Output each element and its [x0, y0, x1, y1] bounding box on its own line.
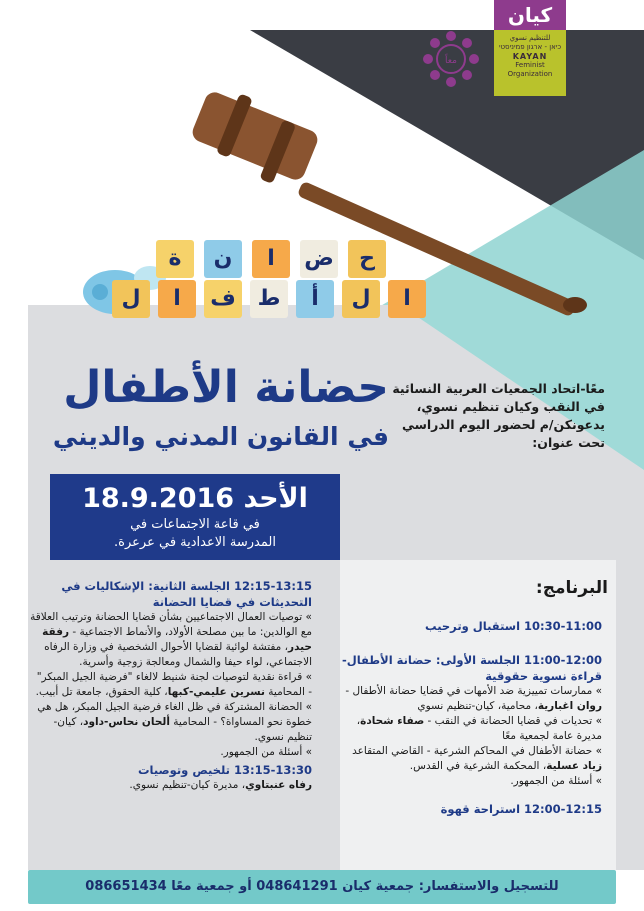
invitation-text [355, 380, 605, 452]
logo-kayan-text [494, 30, 566, 96]
closing-title: 13:15-13:30 تلخيص وتوصيات [137, 763, 312, 777]
item-text: ، المحكمة الشرعية في القدس. [409, 760, 547, 772]
item-text: » توصيات العمال الاجتماعيين بشأن قضايا الحضانة وترتيب العلاقة مع الوالدين: ما بين مصلحة الأولاد، والأنماط الاجتماعية - [30, 611, 312, 638]
item-text: ، مفتشة لوائية لقضايا الأحوال الشخصية في وزارة الرفاه الاجتماعي، لواء حيفا والشمال ومعالجة زوجية وأسرية. [44, 641, 312, 668]
program-item [30, 670, 312, 700]
block-letter: ن [204, 240, 242, 278]
block-letter: ح [348, 240, 386, 278]
maan-logo-label: معاً [445, 56, 457, 66]
speaker-name: زياد عسلية [546, 760, 602, 772]
logo-name-en: KAYAN [512, 52, 548, 61]
speaker-name: رفقة حيدر [42, 626, 312, 653]
item-text: » قراءة نقدية لتوصيات لجنة شنيط لالغاء "فرضية الجيل المبكر" - المحامية [36, 671, 312, 698]
item-text: » الحضانة المشتركة في ظل الغاء فرضية الجيل المبكر، هل هي خطوة نحو المساواة؟ - المحامية [37, 701, 312, 728]
block-letter: ا [388, 280, 426, 318]
program-item [30, 700, 312, 745]
speaker-name: صفاء شحادة [360, 715, 425, 727]
maan-logo-icon [420, 28, 482, 90]
block-letter: أ [296, 280, 334, 318]
venue-line: المدرسة الاعدادية في عرعرة. [114, 535, 276, 550]
item-text: » تحديات في قضايا الحضانة في النقب - [424, 715, 602, 727]
venue-line: في قاعة الاجتماعات في [130, 517, 260, 532]
logo-sub-en: Feminist Organization [507, 61, 553, 78]
date-band [50, 474, 340, 560]
program-item [337, 714, 602, 744]
invite-line: يدعونكن/م لحضور اليوم الدراسي [401, 417, 605, 432]
program-item [337, 684, 602, 714]
invite-line: تحت عنوان: [532, 435, 605, 450]
session1-title: 11:00-12:00 الجلسة الأولى: حضانة الأطفال-قراءة نسوية حقوقية [341, 653, 602, 683]
speaker-name: رفاه عنبتاوي [245, 779, 312, 791]
invite-line: في النقب وكيان تنظيم نسوي، [416, 399, 605, 414]
item-text: » حضانة الأطفال في المحاكم الشرعية - القاضي المتقاعد [352, 745, 602, 757]
speaker-name: نسرين عليمي-كبها [167, 686, 265, 698]
item-text: ، كلية الحقوق، جامعة تل أبيب. [35, 686, 168, 698]
logo-sub-ar: للتنظيم نسوي [509, 34, 551, 42]
registration-footer: للتسجيل والاستفسار: جمعية كيان 048641291 أو جمعية معًا 086651434 [28, 870, 616, 904]
speaker-name: روان اغبارية [537, 700, 602, 712]
event-date: الأحد 18.9.2016 [82, 483, 308, 514]
block-letter: ض [300, 240, 338, 278]
block-letter: ة [156, 240, 194, 278]
block-letter: ل [342, 280, 380, 318]
program-item [337, 744, 602, 774]
item-text: ، مديرة عامة لجمعية معًا [356, 715, 602, 742]
item-text: » أسئلة من الجمهور. [510, 775, 602, 787]
coffee-break: 12:00-12:15 استراحة قهوة [440, 802, 602, 816]
logo-kayan-name: كيان [494, 0, 566, 30]
page-title: حضانة الأطفال [63, 362, 389, 413]
item-text: ، كيان-تنظيم نسوي. [53, 716, 312, 743]
program-item [30, 610, 312, 670]
program-heading: البرنامج: [535, 578, 608, 598]
program-right-column [337, 618, 602, 817]
program-left-column [30, 578, 312, 793]
program-item [337, 774, 602, 789]
program-item [30, 745, 312, 760]
block-letter: ط [250, 280, 288, 318]
session2-title: 12:15-13:15 الجلسة الثانية: الإشكاليات في التحديثات في قضايا الحضانة [61, 579, 312, 609]
item-text: » ممارسات تمييزية ضد الأمهات في قضايا حضانة الأطفال - [345, 685, 602, 697]
speaker-name: ألحان نحاس-داود [83, 716, 170, 728]
session1-list [337, 684, 602, 789]
item-text: » أسئلة من الجمهور. [220, 746, 312, 758]
block-letter: ا [158, 280, 196, 318]
block-letter: ل [112, 280, 150, 318]
logo-sub-he: כיאן - ארגון פמיניסטי [498, 43, 562, 51]
block-letter: ف [204, 280, 242, 318]
speaker-role: ، مديرة كيان-تنظيم نسوي. [129, 779, 246, 791]
page-subtitle: في القانون المدني والديني [52, 422, 389, 451]
closing-speaker [30, 778, 312, 793]
item-text: ، محامية، كيان-تنظيم نسوي [417, 700, 538, 712]
invite-line: معًا-اتحاد الجمعيات العربية النسائية [392, 381, 605, 396]
session2-list [30, 610, 312, 760]
welcome-slot: 10:30-11:00 استقبال وترحيب [425, 619, 602, 633]
block-letter: ا [252, 240, 290, 278]
